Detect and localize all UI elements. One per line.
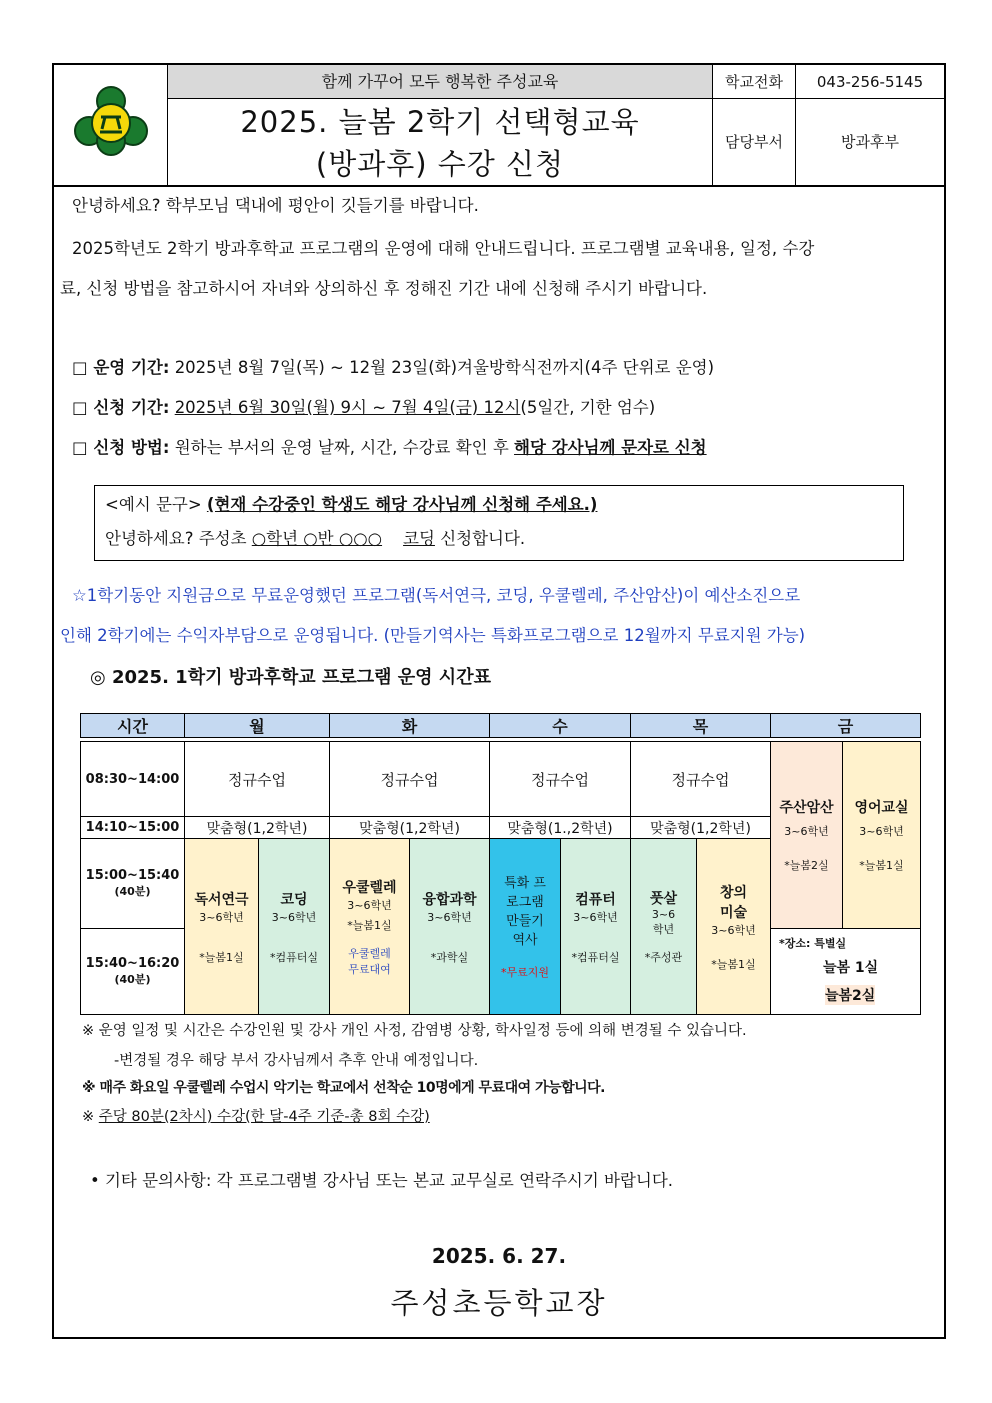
header-mon: 월 [185,714,330,738]
method-label: □ 신청 방법: [72,438,170,457]
custom-class: 맞춤형(1.,2학년) [490,817,631,839]
timetable [80,713,921,1015]
custom-class: 맞춤형(1,2학년) [330,817,490,839]
header [54,65,944,187]
notice-line-1: ☆1학기동안 지원금으로 무료운영했던 프로그램(독서연극, 코딩, 우쿨렐레, 주산암산)이 예산소진으로 [72,586,801,605]
application-label: □ 신청 기간: [72,398,170,417]
regular-class: 정규수업 [631,742,771,817]
application-period [72,397,655,419]
dept-label: 담당부서 [712,99,796,185]
time-slot: 14:10~15:00 [81,817,185,839]
program-futsal: 풋살 3~6학년 *주성관 [631,839,697,1015]
note-4: ※ 주당 80분(2차시) 수강(한 달-4주 기준-총 8회 수강) [82,1109,430,1125]
example-emphasis: (현재 수강중인 학생도 해당 강사님께 신청해 주세요.) [206,495,598,514]
example-end: 신청합니다. [440,529,526,548]
operation-period [72,357,714,379]
custom-class: 맞춤형(1,2학년) [631,817,771,839]
header-fri: 금 [771,714,921,738]
example-label: <예시 문구> [105,495,202,514]
operation-label: □ 운영 기간: [72,358,170,377]
program-coding: 코딩 3~6학년 *컴퓨터실 [259,839,330,1015]
regular-class: 정규수업 [490,742,631,817]
example-student: ○학년 ○반 ○○○ [251,529,383,548]
phone-label: 학교전화 [712,65,796,99]
example-box [94,485,904,561]
regular-class: 정규수업 [330,742,490,817]
note-2: -변경될 경우 해당 부서 강사님께서 추후 안내 예정입니다. [114,1053,479,1069]
program-computer: 컴퓨터 3~6학년 *컴퓨터실 [561,839,631,1015]
program-reading-drama: 독서연극 3~6학년 *늘봄1실 [185,839,259,1015]
program-history: 특화 프로그램 만들기 역사 *무료지원 [490,839,561,1015]
table-row [81,742,921,817]
timetable-header [81,714,921,738]
header-tue: 화 [330,714,490,738]
header-time: 시간 [81,714,185,738]
signer: 주성초등학교장 [390,1286,608,1320]
application-suffix: (5일간, 기한 엄수) [520,398,656,417]
document-date: 2025. 6. 27. [431,1244,567,1268]
title-line-1: 2025. 늘봄 2학기 선택형교육 [240,105,640,139]
time-slot: 15:00~15:40 (40분) [81,839,185,929]
header-thu: 목 [631,714,771,738]
contact-note: • 기타 문의사항: 각 프로그램별 강사님 또는 본교 교무실로 연락주시기 바랍니다. [90,1171,674,1190]
example-program: 코딩 [403,529,435,548]
dept-value: 방과후부 [841,133,899,151]
header-wed: 수 [490,714,631,738]
document-page [52,63,946,1339]
school-emblem-icon [54,65,168,185]
time-slot: 15:40~16:20 (40분) [81,929,185,1015]
note-1: ※ 운영 일정 및 시간은 수강인원 및 강사 개인 사정, 감염병 상황, 학사일정 등에 의해 변경될 수 있습니다. [82,1023,747,1039]
program-art: 창의 미술 3~6학년 *늘봄1실 [697,839,771,1015]
time-slot: 08:30~14:00 [81,742,185,817]
regular-class: 정규수업 [185,742,330,817]
operation-value: 2025년 8월 7일(목) ~ 12월 23일(화)겨울방학식전까지(4주 단위로 운영) [174,358,715,377]
intro-line-2: 료, 신청 방법을 참고하시어 자녀와 상의하신 후 정해진 기간 내에 신청해 주시기 바랍니다. [60,279,708,298]
slogan: 함께 가꾸어 모두 행복한 주성교육 [168,65,712,99]
school-logo [54,65,168,185]
title-line-2: (방과후) 수강 신청 [315,147,565,181]
custom-class: 맞춤형(1,2학년) [185,817,330,839]
method-emphasis: 해당 강사님께 문자로 신청 [514,438,707,457]
note-3: ※ 매주 화요일 우쿨렐레 수업시 악기는 학교에서 선착순 10명에게 무료대여 가능합니다. [82,1080,605,1096]
intro-line-1: 2025학년도 2학기 방과후학교 프로그램의 운영에 대해 안내드립니다. 프로그램별 교육내용, 일정, 수강 [72,239,815,258]
program-science: 융합과학 3~6학년 *과학실 [410,839,490,1015]
method-value: 원하는 부서의 운영 날짜, 시간, 수강료 확인 후 [174,438,509,457]
application-method [72,437,707,459]
timetable-title: ◎ 2025. 1학기 방과후학교 프로그램 운영 시간표 [90,667,491,688]
application-value: 2025년 6월 30일(월) 9시 ~ 7월 4일(금) 12시 [174,398,521,417]
notice-line-2: 인해 2학기에는 수익자부담으로 운영됩니다. (만들기역사는 특화프로그램으로 12월까지 무료지원 가능) [60,626,806,645]
program-english: 영어교실 3~6학년 *늘봄1실 [843,742,921,929]
place-legend: *장소: 특별실 늘봄 1실 늘봄2실 [771,929,921,1015]
greeting: 안녕하세요? 학부모님 댁내에 평안이 깃들기를 바랍니다. [72,196,479,215]
page-title [168,99,712,185]
program-ukulele: 우쿨렐레 3~6학년 *늘봄1실 우쿨렐레 무료대여 [330,839,410,1015]
phone-value: 043-256-5145 [796,65,944,99]
example-greeting: 안녕하세요? 주성초 [105,529,247,548]
program-abacus: 주산암산 3~6학년 *늘봄2실 [771,742,843,929]
